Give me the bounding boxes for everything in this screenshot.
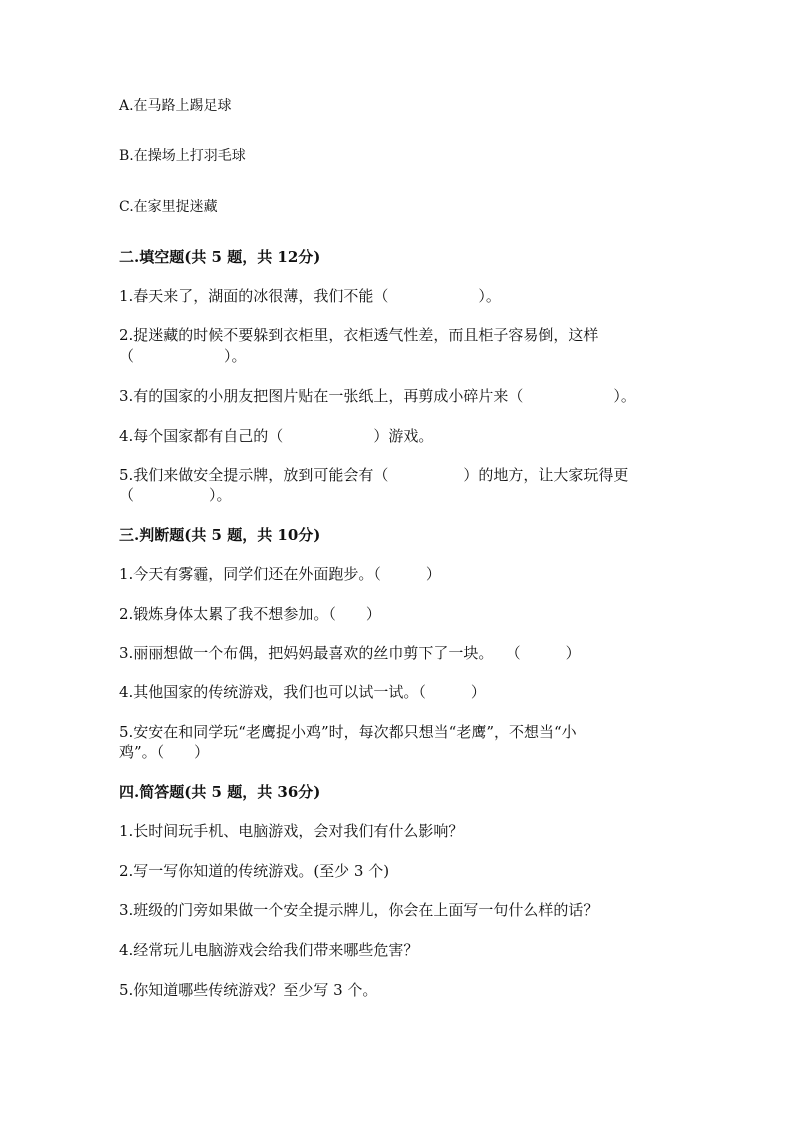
section-true-false-title: 三.判断题(共 5 题，共 10分) <box>119 526 321 544</box>
fill-in-question-5-cont: （ ）。 <box>119 486 232 504</box>
option-c: C.在家里捉迷藏 <box>119 199 218 215</box>
section-short-answer-title: 四.简答题(共 5 题，共 36分) <box>119 783 321 801</box>
true-false-question-4: 4.其他国家的传统游戏，我们也可以试一试。（ ） <box>119 683 486 701</box>
short-answer-question-5: 5.你知道哪些传统游戏？至少写 3 个。 <box>119 981 378 999</box>
true-false-question-3: 3.丽丽想做一个布偶，把妈妈最喜欢的丝巾剪下了一块。 （ ） <box>119 644 581 662</box>
short-answer-question-1: 1.长时间玩手机、电脑游戏，会对我们有什么影响？ <box>119 822 464 840</box>
option-b: B.在操场上打羽毛球 <box>119 148 246 164</box>
short-answer-question-4: 4.经常玩儿电脑游戏会给我们带来哪些危害？ <box>119 941 419 959</box>
fill-in-question-4: 4.每个国家都有自己的（ ）游戏。 <box>119 427 434 445</box>
fill-in-question-1: 1.春天来了，湖面的冰很薄，我们不能（ ）。 <box>119 287 501 305</box>
true-false-question-1: 1.今天有雾霾，同学们还在外面跑步。（ ） <box>119 565 441 583</box>
short-answer-question-2: 2.写一写你知道的传统游戏。(至少 3 个) <box>119 862 390 880</box>
fill-in-question-3: 3.有的国家的小朋友把图片贴在一张纸上，再剪成小碎片来（ ）。 <box>119 387 636 405</box>
true-false-question-5: 5.安安在和同学玩“老鹰捉小鸡”时，每次都只想当“老鹰”，不想当“小 <box>119 723 577 741</box>
option-a: A.在马路上踢足球 <box>119 98 232 114</box>
true-false-question-5-cont: 鸡”。（ ） <box>119 743 210 761</box>
true-false-question-2: 2.锻炼身体太累了我不想参加。（ ） <box>119 605 381 623</box>
section-fill-in-title: 二.填空题(共 5 题，共 12分) <box>119 248 321 266</box>
short-answer-question-3: 3.班级的门旁如果做一个安全提示牌儿，你会在上面写一句什么样的话？ <box>119 901 599 919</box>
fill-in-question-2: 2.捉迷藏的时候不要躲到衣柜里，衣柜透气性差，而且柜子容易倒，这样 <box>119 326 599 344</box>
fill-in-question-2-cont: （ ）。 <box>119 347 247 365</box>
fill-in-question-5: 5.我们来做安全提示牌，放到可能会有（ ）的地方，让大家玩得更 <box>119 466 629 484</box>
